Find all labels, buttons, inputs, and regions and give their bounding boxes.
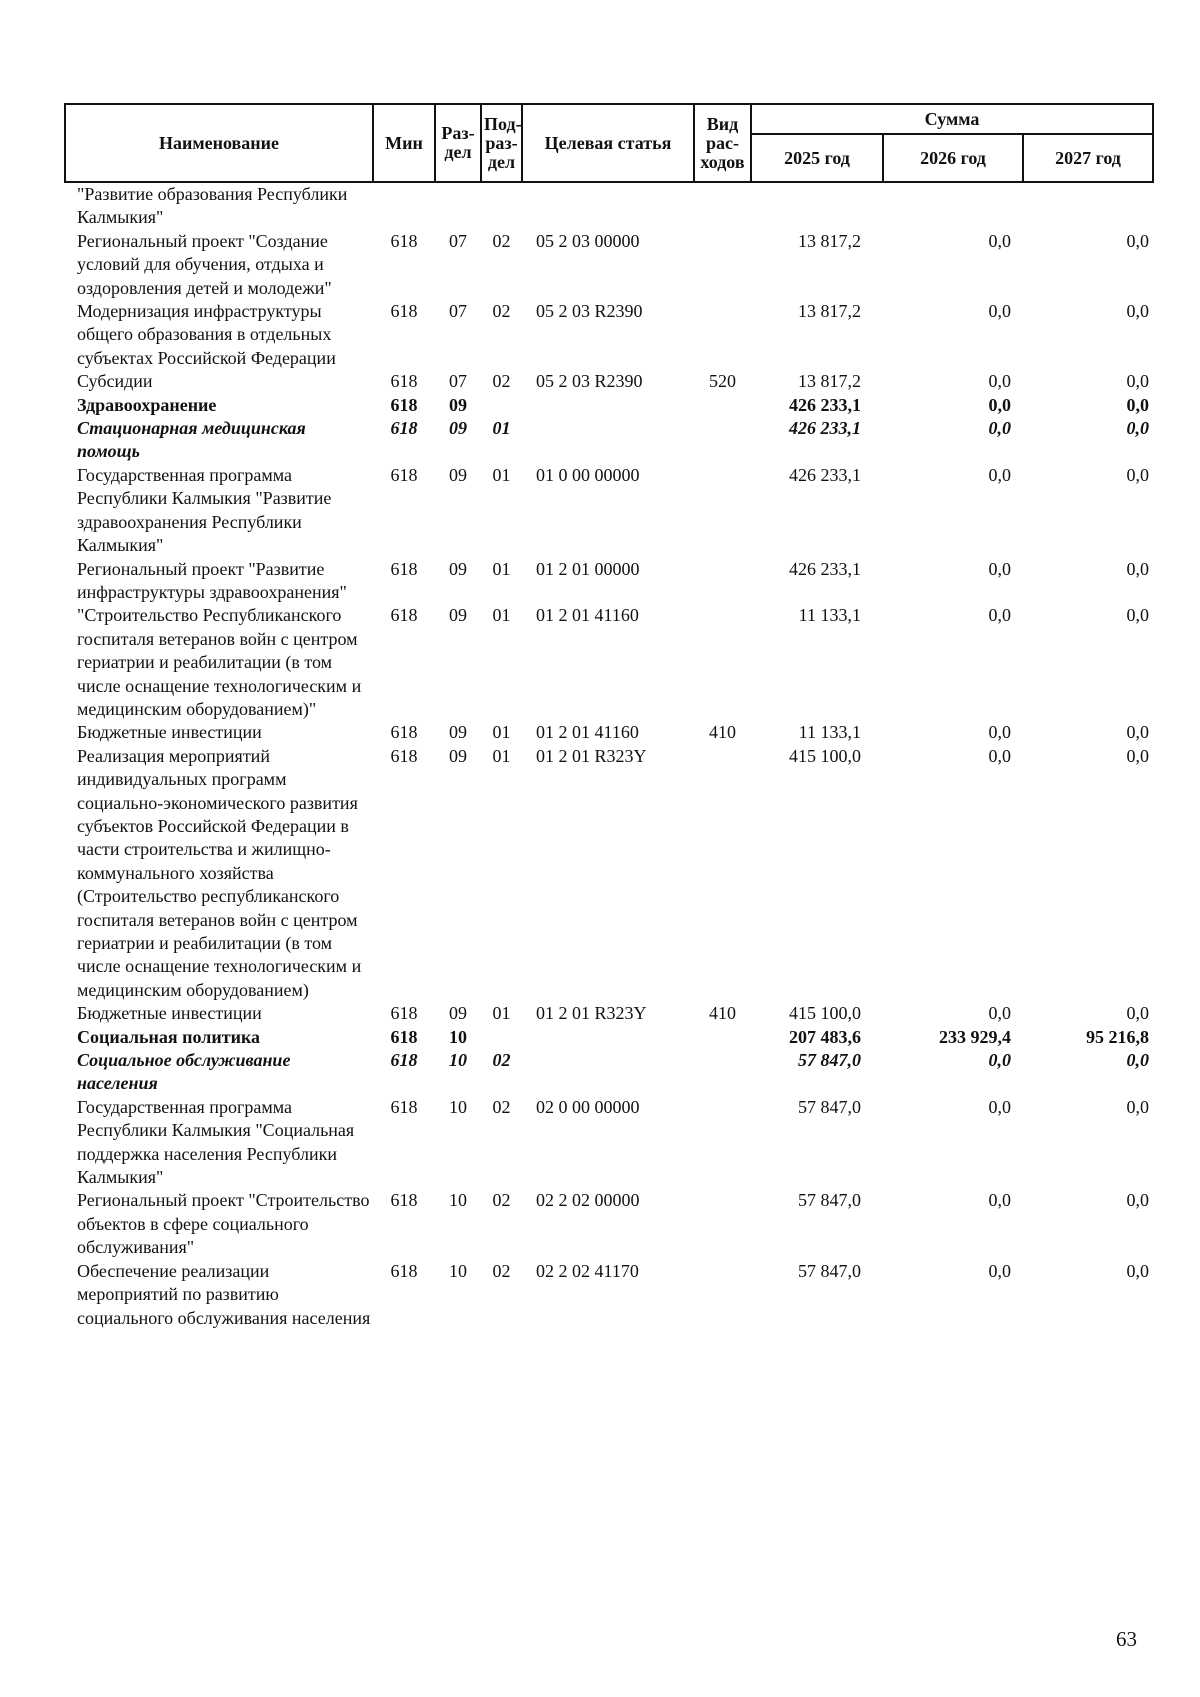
cell-sum-2026: 0,0 (988, 1050, 1011, 1071)
cell-vid-rashodov: 410 (709, 1003, 736, 1024)
cell-sum-2027: 0,0 (1126, 722, 1150, 743)
cell-name: Бюджетные инвестиции (77, 1003, 262, 1024)
cell-sum-2026: 0,0 (988, 1190, 1011, 1211)
cell-min: 618 (390, 1096, 418, 1117)
cell-name: "Строительство Республиканского госпиталя ветеранов войн с центром гериатрии и реабилитации (в том числе оснащение технологическим и медицинским оборудованием)" (77, 605, 362, 719)
cell-celevaya-statya: 01 2 01 00000 (536, 558, 640, 579)
table-row (65, 370, 1153, 393)
header-name: Наименование (65, 104, 373, 182)
cell-celevaya-statya (522, 1049, 694, 1096)
cell-name: Региональный проект "Строительство объектов в сфере социального обслуживания" (77, 1190, 370, 1258)
cell-vid-rashodov (694, 1096, 751, 1190)
cell-podrazdel (481, 1026, 522, 1049)
cell-sum-2025: 57 847,0 (798, 1050, 861, 1071)
cell-vid-rashodov (694, 558, 751, 605)
cell-razdel: 09 (449, 745, 467, 766)
cell-sum-2027: 0,0 (1126, 230, 1150, 251)
cell-sum-2026: 0,0 (988, 464, 1011, 485)
cell-min: 618 (390, 722, 418, 743)
table-row (65, 300, 1153, 370)
cell-sum-2027 (1023, 182, 1153, 230)
cell-razdel: 09 (449, 418, 467, 439)
cell-razdel: 10 (449, 1050, 467, 1071)
cell-celevaya-statya: 01 0 00 00000 (536, 464, 640, 485)
header-razdel: Раз- дел (435, 104, 481, 182)
cell-min: 618 (390, 745, 418, 766)
cell-vid-rashodov (694, 604, 751, 721)
cell-celevaya-statya: 01 2 01 R323Y (536, 1003, 647, 1024)
cell-name: Модернизация инфраструктуры общего образования в отдельных субъектах Российской Федерации (77, 301, 336, 368)
cell-podrazdel: 01 (492, 464, 511, 485)
cell-min: 618 (390, 1190, 418, 1211)
table-row (65, 1189, 1153, 1259)
cell-vid-rashodov (694, 417, 751, 464)
cell-celevaya-statya: 01 2 01 41160 (536, 722, 639, 743)
cell-razdel: 09 (449, 722, 467, 743)
cell-podrazdel: 02 (492, 230, 511, 251)
cell-podrazdel: 02 (492, 1260, 511, 1281)
cell-razdel: 09 (449, 464, 467, 485)
cell-sum-2027: 0,0 (1126, 371, 1150, 392)
cell-podrazdel: 01 (492, 722, 511, 743)
cell-sum-2026: 0,0 (988, 301, 1011, 322)
table-row (65, 558, 1153, 605)
cell-celevaya-statya (522, 417, 694, 464)
cell-min: 618 (390, 1050, 418, 1071)
header-min: Мин (373, 104, 435, 182)
cell-sum-2025: 57 847,0 (798, 1096, 861, 1117)
cell-sum-2026: 0,0 (988, 722, 1011, 743)
cell-razdel: 07 (449, 301, 467, 322)
cell-celevaya-statya (522, 182, 694, 230)
page-number: 63 (1116, 1627, 1137, 1651)
cell-sum-2026: 0,0 (988, 1260, 1011, 1281)
cell-celevaya-statya: 02 0 00 00000 (536, 1096, 640, 1117)
cell-razdel: 09 (449, 558, 467, 579)
cell-min: 618 (390, 301, 418, 322)
cell-podrazdel (481, 394, 522, 417)
cell-sum-2027: 0,0 (1126, 605, 1150, 626)
cell-name: Государственная программа Республики Калмыкия "Развитие здравоохранения Республики Калмыкия" (77, 464, 332, 556)
cell-sum-2025: 13 817,2 (798, 371, 861, 392)
cell-name: "Развитие образования Республики Калмыкия" (77, 184, 348, 228)
cell-celevaya-statya (522, 394, 694, 417)
cell-vid-rashodov (694, 300, 751, 370)
cell-sum-2026: 0,0 (988, 558, 1011, 579)
cell-sum-2027: 0,0 (1126, 301, 1150, 322)
cell-vid-rashodov: 520 (709, 371, 736, 392)
cell-name: Реализация мероприятий индивидуальных программ социально-экономического развития субъектов Российской Федерации в части строительства и жилищно-коммунального хозяйства (Строительство республиканского госпиталя ветеранов войн с центром гериатрии и реабилитации (в том числе оснащение технологическим и медицинским оборудованием) (77, 745, 362, 1000)
cell-sum-2027: 0,0 (1126, 1260, 1150, 1281)
cell-razdel: 10 (449, 1260, 467, 1281)
table-row (65, 745, 1153, 1002)
table-row (65, 1096, 1153, 1190)
cell-celevaya-statya: 02 2 02 00000 (536, 1190, 640, 1211)
cell-sum-2025: 13 817,2 (798, 301, 861, 322)
cell-name: Здравоохранение (77, 394, 217, 415)
header-year-2027: 2027 год (1023, 134, 1153, 182)
cell-celevaya-statya: 05 2 03 R2390 (536, 301, 643, 322)
header-year-2025: 2025 год (751, 134, 883, 182)
table-row (65, 604, 1153, 721)
cell-podrazdel: 02 (492, 301, 511, 322)
cell-name: Социальная политика (77, 1026, 261, 1047)
cell-sum-2026: 0,0 (988, 418, 1011, 439)
cell-celevaya-statya: 01 2 01 41160 (536, 605, 639, 626)
cell-razdel: 09 (449, 394, 467, 415)
cell-sum-2027: 0,0 (1126, 558, 1150, 579)
cell-name: Стационарная медицинская помощь (77, 418, 306, 462)
cell-sum-2026: 0,0 (988, 1096, 1011, 1117)
cell-podrazdel (481, 182, 522, 230)
cell-vid-rashodov (694, 1026, 751, 1049)
cell-celevaya-statya: 01 2 01 R323Y (536, 745, 647, 766)
table-row (65, 230, 1153, 300)
cell-razdel: 09 (449, 1003, 467, 1024)
cell-celevaya-statya: 05 2 03 R2390 (536, 371, 643, 392)
cell-podrazdel: 01 (492, 605, 511, 626)
table-header (65, 104, 1153, 182)
cell-razdel: 10 (449, 1026, 467, 1047)
cell-sum-2027: 0,0 (1126, 1190, 1150, 1211)
cell-celevaya-statya: 02 2 02 41170 (536, 1260, 639, 1281)
cell-sum-2025: 426 233,1 (789, 464, 861, 485)
cell-sum-2027: 0,0 (1126, 394, 1150, 415)
header-summa: Сумма (751, 104, 1153, 134)
cell-sum-2027: 0,0 (1126, 1050, 1150, 1071)
cell-razdel: 07 (449, 371, 467, 392)
cell-sum-2025: 13 817,2 (798, 230, 861, 251)
cell-razdel: 10 (449, 1190, 467, 1211)
cell-min: 618 (390, 394, 418, 415)
header-celevaya-statya: Целевая статья (522, 104, 694, 182)
cell-sum-2025: 11 133,1 (798, 605, 861, 626)
cell-razdel: 09 (449, 605, 467, 626)
cell-sum-2025: 207 483,6 (789, 1026, 861, 1047)
header-year-2026: 2026 год (883, 134, 1023, 182)
cell-sum-2026: 0,0 (988, 1003, 1011, 1024)
cell-min: 618 (390, 605, 418, 626)
cell-sum-2027: 0,0 (1126, 1096, 1150, 1117)
header-vid-rashodov: Вид рас- ходов (694, 104, 751, 182)
cell-sum-2027: 95 216,8 (1086, 1026, 1150, 1047)
cell-razdel (435, 182, 481, 230)
cell-podrazdel: 02 (492, 371, 511, 392)
cell-celevaya-statya (522, 1026, 694, 1049)
cell-min: 618 (390, 1026, 418, 1047)
table-row (65, 1002, 1153, 1025)
header-podrazdel: Под- раз- дел (481, 104, 522, 182)
table-body (65, 182, 1153, 1330)
cell-name: Социальное обслуживание населения (77, 1050, 291, 1094)
cell-min: 618 (390, 464, 418, 485)
cell-min: 618 (390, 418, 418, 439)
cell-vid-rashodov (694, 1260, 751, 1330)
cell-vid-rashodov (694, 394, 751, 417)
table-row (65, 721, 1153, 744)
cell-sum-2027: 0,0 (1126, 745, 1150, 766)
table-row (65, 1049, 1153, 1096)
cell-vid-rashodov (694, 1189, 751, 1259)
table-row (65, 417, 1153, 464)
cell-vid-rashodov (694, 464, 751, 558)
cell-celevaya-statya: 05 2 03 00000 (536, 230, 640, 251)
table-row (65, 464, 1153, 558)
cell-sum-2026: 0,0 (988, 605, 1011, 626)
cell-podrazdel: 02 (492, 1190, 511, 1211)
cell-podrazdel: 01 (492, 558, 511, 579)
cell-podrazdel: 01 (492, 418, 511, 439)
cell-razdel: 10 (449, 1096, 467, 1117)
cell-min: 618 (390, 558, 418, 579)
cell-name: Государственная программа Республики Калмыкия "Социальная поддержка населения Республики Калмыкия" (77, 1096, 355, 1188)
cell-sum-2026: 0,0 (988, 230, 1011, 251)
cell-name: Бюджетные инвестиции (77, 722, 262, 743)
cell-min: 618 (390, 230, 418, 251)
cell-sum-2026 (883, 182, 1023, 230)
cell-sum-2025: 426 233,1 (789, 418, 861, 439)
cell-min (373, 182, 435, 230)
cell-name: Региональный проект "Создание условий для обучения, отдыха и оздоровления детей и молодежи" (77, 230, 332, 298)
cell-sum-2027: 0,0 (1126, 1003, 1150, 1024)
table-row (65, 182, 1153, 230)
cell-sum-2025: 57 847,0 (798, 1260, 861, 1281)
cell-min: 618 (390, 1003, 418, 1024)
cell-name: Обеспечение реализации мероприятий по развитию социального обслуживания населения (77, 1260, 371, 1328)
table-row (65, 1260, 1153, 1330)
cell-sum-2025: 426 233,1 (789, 558, 861, 579)
cell-podrazdel: 02 (492, 1096, 511, 1117)
cell-sum-2027: 0,0 (1126, 418, 1150, 439)
cell-vid-rashodov (694, 745, 751, 1002)
budget-table (64, 103, 1154, 1330)
cell-min: 618 (390, 1260, 418, 1281)
cell-min: 618 (390, 371, 418, 392)
cell-sum-2026: 233 929,4 (939, 1026, 1011, 1047)
cell-sum-2026: 0,0 (988, 371, 1011, 392)
cell-vid-rashodov (694, 182, 751, 230)
cell-name: Региональный проект "Развитие инфраструктуры здравоохранения" (77, 558, 347, 602)
cell-podrazdel: 01 (492, 745, 511, 766)
cell-razdel: 07 (449, 230, 467, 251)
table-row (65, 394, 1153, 417)
cell-sum-2025: 415 100,0 (789, 1003, 861, 1024)
cell-sum-2026: 0,0 (988, 394, 1011, 415)
table-row (65, 1026, 1153, 1049)
cell-sum-2025: 415 100,0 (789, 745, 861, 766)
cell-sum-2025: 57 847,0 (798, 1190, 861, 1211)
cell-vid-rashodov (694, 230, 751, 300)
cell-vid-rashodov (694, 1049, 751, 1096)
cell-podrazdel: 01 (492, 1003, 511, 1024)
cell-sum-2025 (751, 182, 883, 230)
cell-vid-rashodov: 410 (709, 722, 736, 743)
cell-name: Субсидии (77, 371, 153, 392)
cell-sum-2025: 11 133,1 (798, 722, 861, 743)
cell-podrazdel: 02 (492, 1050, 511, 1071)
cell-sum-2027: 0,0 (1126, 464, 1150, 485)
cell-sum-2026: 0,0 (988, 745, 1011, 766)
cell-sum-2025: 426 233,1 (789, 394, 861, 415)
